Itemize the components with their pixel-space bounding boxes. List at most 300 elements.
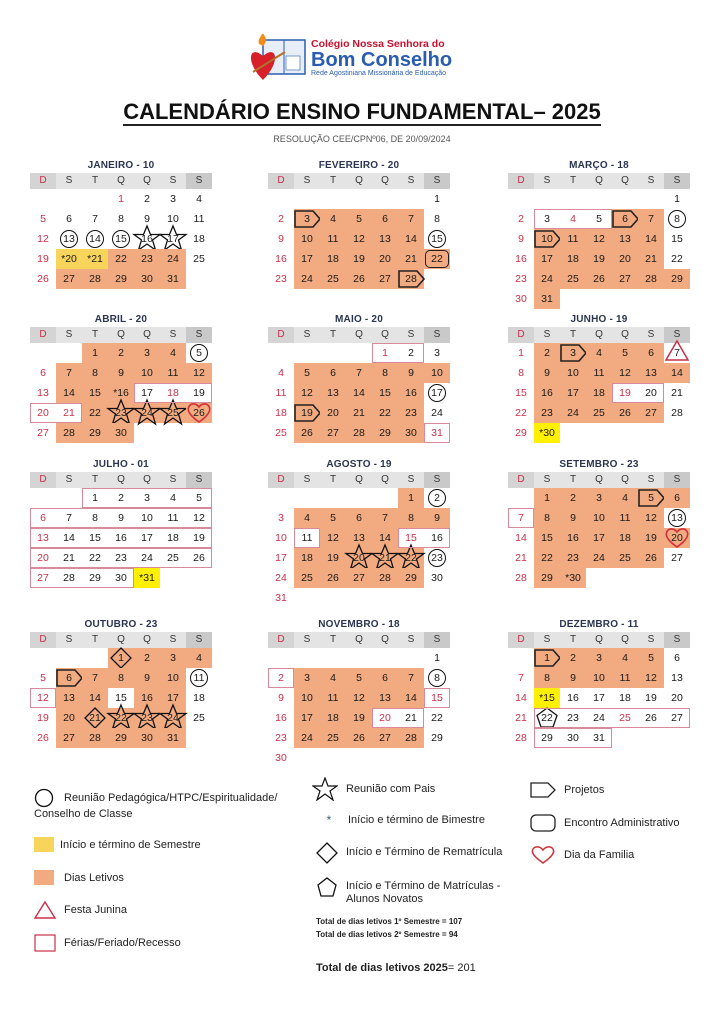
day-number: 7 xyxy=(648,213,654,225)
legend-reuniao-pedagogica xyxy=(34,788,277,808)
day-number: 13 xyxy=(63,233,75,245)
day-number: 25 xyxy=(567,273,579,285)
month-title: MARÇO - 18 xyxy=(569,160,629,171)
day-number: 10 xyxy=(301,233,313,245)
day-number: 1 xyxy=(118,193,124,205)
legend-ferias xyxy=(34,933,181,953)
day-number: 18 xyxy=(567,253,579,265)
day-number: 31 xyxy=(541,293,553,305)
weekday-label: S xyxy=(424,472,450,488)
day-number: 27 xyxy=(645,407,657,419)
day-number: 24 xyxy=(593,552,605,564)
weekday-label: S xyxy=(543,175,551,186)
logo-school-prefix: Colégio Nossa Senhora do xyxy=(311,38,445,50)
day-number: 10 xyxy=(141,367,153,379)
day-number: 25 xyxy=(301,572,313,584)
day-number: 14 xyxy=(89,233,101,245)
day-number: 24 xyxy=(593,712,605,724)
day-number: 28 xyxy=(89,273,101,285)
weekday-label: S xyxy=(169,329,177,340)
day-number: 22 xyxy=(671,253,683,265)
day-number: 13 xyxy=(645,367,657,379)
day-number: 27 xyxy=(327,427,339,439)
day-number: 5 xyxy=(648,652,654,664)
day-number: 14 xyxy=(379,532,391,544)
day-number: 2 xyxy=(118,492,124,504)
day-number: 13 xyxy=(379,233,391,245)
day-number: 4 xyxy=(196,193,202,205)
day-number: 7 xyxy=(92,213,98,225)
weekday-label: Q xyxy=(143,474,151,485)
weekday-label: Q xyxy=(355,634,363,645)
day-number: 9 xyxy=(570,512,576,524)
day-number: 4 xyxy=(330,672,336,684)
day-number: 26 xyxy=(619,407,631,419)
day-number: 25 xyxy=(167,407,179,419)
day-number: 24 xyxy=(141,407,153,419)
day-number: 3 xyxy=(170,193,176,205)
day-number: 1 xyxy=(92,492,98,504)
month-title: MAIO - 20 xyxy=(335,314,383,325)
day-number: 8 xyxy=(434,672,440,684)
weekday-label: T xyxy=(91,329,99,340)
day-number: 9 xyxy=(278,233,284,245)
day-number: 2 xyxy=(278,213,284,225)
day-number: 18 xyxy=(619,532,631,544)
day-number: 6 xyxy=(622,213,628,225)
day-number: 8 xyxy=(408,512,414,524)
day-number: 3 xyxy=(304,213,310,225)
day-number: 4 xyxy=(622,652,628,664)
day-number: 3 xyxy=(434,347,440,359)
day-number: 22 xyxy=(541,712,553,724)
day-number: 5 xyxy=(622,347,628,359)
circle-icon xyxy=(34,788,56,808)
day-number: 5 xyxy=(648,492,654,504)
day-number: 24 xyxy=(431,407,443,419)
day-number: 13 xyxy=(37,532,49,544)
day-number: 8 xyxy=(92,512,98,524)
day-number: 20 xyxy=(353,552,365,564)
weekday-label: Q xyxy=(621,329,629,340)
day-number: 21 xyxy=(405,253,417,265)
day-number: 14 xyxy=(671,367,683,379)
day-number: 15 xyxy=(89,532,101,544)
day-number: 23 xyxy=(541,407,553,419)
weekday-label: S xyxy=(664,173,690,189)
day-number: 14 xyxy=(405,692,417,704)
weekday-label: Q xyxy=(595,634,603,645)
day-number: 8 xyxy=(92,367,98,379)
day-number: 31 xyxy=(167,732,179,744)
day-number: 14 xyxy=(89,692,101,704)
day-number: 24 xyxy=(301,732,313,744)
day-number: 28 xyxy=(405,273,417,285)
resolution-subtitle: RESOLUÇÃO CEE/CPNº06, DE 20/09/2024 xyxy=(273,134,451,144)
day-number: 13 xyxy=(327,387,339,399)
day-number: 8 xyxy=(118,672,124,684)
day-number: 19 xyxy=(353,253,365,265)
weekday-label: D xyxy=(30,327,56,343)
day-number: 18 xyxy=(327,253,339,265)
day-number: 2 xyxy=(570,492,576,504)
day-number: 27 xyxy=(379,732,391,744)
day-number: 15 xyxy=(379,387,391,399)
day-number: 18 xyxy=(619,692,631,704)
day-number: 10 xyxy=(567,367,579,379)
weekday-label: Q xyxy=(381,634,389,645)
weekday-label: Q xyxy=(381,329,389,340)
star-icon xyxy=(312,777,338,801)
day-number: 12 xyxy=(645,512,657,524)
legend-label: Dias Letivos xyxy=(64,871,124,884)
weekday-label: D xyxy=(30,472,56,488)
day-number: 26 xyxy=(193,552,205,564)
day-number: 29 xyxy=(89,572,101,584)
day-number: 26 xyxy=(645,552,657,564)
day-number: 19 xyxy=(193,387,205,399)
day-number: 15 xyxy=(89,387,101,399)
day-number: 4 xyxy=(596,347,602,359)
legend-matriculas-line2 xyxy=(346,893,423,905)
weekday-label: Q xyxy=(355,329,363,340)
day-number: 29 xyxy=(405,572,417,584)
day-number: 21 xyxy=(405,712,417,724)
month-title: FEVEREIRO - 20 xyxy=(318,160,400,171)
weekday-label: S xyxy=(407,175,415,186)
day-number: 18 xyxy=(167,532,179,544)
day-number: 9 xyxy=(408,367,414,379)
day-number: 3 xyxy=(596,652,602,664)
day-number: 25 xyxy=(193,712,205,724)
day-number: 5 xyxy=(196,347,202,359)
weekday-label: S xyxy=(543,474,551,485)
day-number: 13 xyxy=(353,532,365,544)
day-number: 23 xyxy=(431,552,443,564)
day-number: 2 xyxy=(144,652,150,664)
day-number: 18 xyxy=(301,552,313,564)
day-number: 11 xyxy=(567,233,579,245)
day-number: 9 xyxy=(278,692,284,704)
day-number: 9 xyxy=(144,213,150,225)
day-number: 29 xyxy=(515,427,527,439)
month-title: ABRIL - 20 xyxy=(94,314,148,325)
legend-label: Encontro Administrativo xyxy=(564,817,680,829)
legend-semestre xyxy=(34,837,201,852)
day-number: 6 xyxy=(382,213,388,225)
day-number: 23 xyxy=(141,712,153,724)
total-semestre-2: Total de dias letivos 2º Semestre = 94 xyxy=(316,930,458,939)
day-number: 9 xyxy=(544,367,550,379)
weekday-label: Q xyxy=(117,329,125,340)
weekday-label: T xyxy=(569,175,577,186)
day-number: 27 xyxy=(671,552,683,564)
day-number: *20 xyxy=(61,253,77,265)
day-number: 12 xyxy=(645,672,657,684)
logo-school-name: Bom Conselho xyxy=(311,49,453,71)
day-number: 14 xyxy=(63,532,75,544)
day-number: 3 xyxy=(570,347,576,359)
day-number: 10 xyxy=(301,692,313,704)
day-number: 16 xyxy=(275,712,287,724)
day-number: 8 xyxy=(544,512,550,524)
day-number: 7 xyxy=(674,347,680,359)
weekday-label: S xyxy=(169,175,177,186)
month-title: JUNHO - 19 xyxy=(570,314,628,325)
day-number: 3 xyxy=(144,492,150,504)
day-number: 29 xyxy=(115,273,127,285)
day-number: 18 xyxy=(275,407,287,419)
day-number: 16 xyxy=(275,253,287,265)
day-number: 11 xyxy=(167,512,179,524)
day-number: 21 xyxy=(515,552,527,564)
day-number: 16 xyxy=(515,253,527,265)
legend-label: Início e Término de Matrículas - xyxy=(346,880,501,892)
day-number: 19 xyxy=(645,692,657,704)
total-ano-label: Total de dias letivos 2025 xyxy=(316,962,448,974)
day-number: 23 xyxy=(275,732,287,744)
day-number: *30 xyxy=(565,572,581,584)
legend-label: Férias/Feriado/Recesso xyxy=(64,937,181,949)
day-number: 18 xyxy=(593,387,605,399)
day-number: 13 xyxy=(379,692,391,704)
day-number: 29 xyxy=(89,427,101,439)
weekday-label: D xyxy=(30,173,56,189)
day-number: 7 xyxy=(518,672,524,684)
weekday-label: Q xyxy=(621,175,629,186)
square-outline-icon xyxy=(34,933,56,953)
diamond-icon xyxy=(316,842,338,862)
day-number: 11 xyxy=(593,367,605,379)
day-number: 7 xyxy=(66,512,72,524)
day-number: 1 xyxy=(674,193,680,205)
weekday-label: D xyxy=(268,173,294,189)
logo-network-name: Rede Agostiniana Missionária de Educação xyxy=(311,70,447,77)
weekday-label: D xyxy=(508,472,534,488)
day-number: 29 xyxy=(115,732,127,744)
day-number: 20 xyxy=(327,407,339,419)
day-number: 4 xyxy=(170,347,176,359)
day-number: 7 xyxy=(66,367,72,379)
day-number: 26 xyxy=(353,273,365,285)
day-number: 24 xyxy=(301,273,313,285)
day-number: 28 xyxy=(379,572,391,584)
day-number: 5 xyxy=(40,213,46,225)
day-number: 17 xyxy=(141,387,153,399)
weekday-label: T xyxy=(91,175,99,186)
day-number: 26 xyxy=(593,273,605,285)
day-number: 15 xyxy=(431,692,443,704)
weekday-label: Q xyxy=(117,634,125,645)
day-number: 22 xyxy=(89,552,101,564)
day-number: 12 xyxy=(353,233,365,245)
day-number: 14 xyxy=(645,233,657,245)
day-number: 19 xyxy=(193,532,205,544)
day-number: 2 xyxy=(278,672,284,684)
day-number: 22 xyxy=(405,552,417,564)
day-number: 23 xyxy=(567,712,579,724)
day-number: 21 xyxy=(353,407,365,419)
day-number: 18 xyxy=(193,692,205,704)
day-number: 7 xyxy=(382,512,388,524)
day-number: 7 xyxy=(518,512,524,524)
day-number: 16 xyxy=(405,387,417,399)
weekday-label: S xyxy=(424,327,450,343)
weekday-label: S xyxy=(407,329,415,340)
day-number: 6 xyxy=(356,512,362,524)
weekday-label: S xyxy=(303,175,311,186)
day-number: 24 xyxy=(567,407,579,419)
weekday-label: T xyxy=(329,634,337,645)
day-number: 19 xyxy=(353,712,365,724)
day-number: 28 xyxy=(515,732,527,744)
day-number: 6 xyxy=(674,492,680,504)
weekday-label: Q xyxy=(381,474,389,485)
page-title: CALENDÁRIO ENSINO FUNDAMENTAL– 2025 xyxy=(123,99,601,124)
weekday-label: T xyxy=(569,474,577,485)
day-number: 24 xyxy=(141,552,153,564)
day-number: 29 xyxy=(431,732,443,744)
letivos-swatch-icon xyxy=(34,870,54,885)
day-number: 18 xyxy=(167,387,179,399)
weekday-label: T xyxy=(329,175,337,186)
day-number: 23 xyxy=(115,552,127,564)
day-number: 29 xyxy=(541,732,553,744)
day-number: 23 xyxy=(275,273,287,285)
day-number: 8 xyxy=(544,672,550,684)
pentagon-icon xyxy=(316,876,338,896)
day-number: 16 xyxy=(567,532,579,544)
weekday-label: Q xyxy=(621,634,629,645)
day-number: 16 xyxy=(567,692,579,704)
day-number: 26 xyxy=(301,427,313,439)
day-number: 1 xyxy=(408,492,414,504)
day-number: 13 xyxy=(671,672,683,684)
day-number: 7 xyxy=(408,213,414,225)
day-number: 1 xyxy=(92,347,98,359)
total-ano xyxy=(316,962,476,974)
day-number: 21 xyxy=(89,712,101,724)
weekday-label: Q xyxy=(355,175,363,186)
day-number: 6 xyxy=(382,672,388,684)
day-number: 30 xyxy=(431,572,443,584)
day-number: 16 xyxy=(115,532,127,544)
day-number: 11 xyxy=(619,672,631,684)
day-number: 10 xyxy=(167,213,179,225)
day-number: 15 xyxy=(515,387,527,399)
day-number: 16 xyxy=(141,692,153,704)
triangle-icon xyxy=(34,900,56,920)
day-number: 9 xyxy=(518,233,524,245)
day-number: 28 xyxy=(63,427,75,439)
day-number: 19 xyxy=(619,387,631,399)
month-title: NOVEMBRO - 18 xyxy=(318,619,400,630)
day-number: 30 xyxy=(405,427,417,439)
day-number: 15 xyxy=(115,692,127,704)
weekday-label: Q xyxy=(117,175,125,186)
day-number: 14 xyxy=(353,387,365,399)
day-number: 3 xyxy=(544,213,550,225)
day-number: 2 xyxy=(144,193,150,205)
day-number: 2 xyxy=(434,492,440,504)
day-number: 14 xyxy=(515,532,527,544)
day-number: 27 xyxy=(353,572,365,584)
day-number: 21 xyxy=(379,552,391,564)
day-number: 28 xyxy=(405,732,417,744)
day-number: 3 xyxy=(304,672,310,684)
weekday-label: S xyxy=(65,634,73,645)
day-number: 23 xyxy=(567,552,579,564)
weekday-label: D xyxy=(268,472,294,488)
day-number: 4 xyxy=(170,492,176,504)
day-number: 13 xyxy=(63,692,75,704)
day-number: *30 xyxy=(539,427,555,439)
weekday-label: S xyxy=(647,634,655,645)
weekday-label: S xyxy=(424,173,450,189)
rounded-rect-icon xyxy=(530,813,556,833)
day-number: 8 xyxy=(434,213,440,225)
day-number: 6 xyxy=(40,512,46,524)
weekday-label: S xyxy=(169,634,177,645)
legend-dia-familia xyxy=(530,845,634,865)
day-number: 28 xyxy=(645,273,657,285)
day-number: 22 xyxy=(379,407,391,419)
day-number: 18 xyxy=(193,233,205,245)
legend-label: Início e Término de Rematrícula xyxy=(346,846,503,858)
day-number: 27 xyxy=(37,572,49,584)
day-number: 28 xyxy=(515,572,527,584)
day-number: 9 xyxy=(118,512,124,524)
day-number: 20 xyxy=(37,552,49,564)
day-number: 4 xyxy=(304,512,310,524)
day-number: 1 xyxy=(544,492,550,504)
weekday-label: S xyxy=(186,173,212,189)
day-number: 21 xyxy=(645,253,657,265)
day-number: 19 xyxy=(37,253,49,265)
month-title: SETEMBRO - 23 xyxy=(559,459,639,470)
weekday-label: S xyxy=(407,474,415,485)
day-number: 3 xyxy=(596,492,602,504)
day-number: 14 xyxy=(405,233,417,245)
day-number: 23 xyxy=(141,253,153,265)
weekday-label: D xyxy=(508,173,534,189)
day-number: 26 xyxy=(193,407,205,419)
day-number: 2 xyxy=(544,347,550,359)
day-number: 19 xyxy=(301,407,313,419)
day-number: 29 xyxy=(541,572,553,584)
weekday-label: S xyxy=(65,329,73,340)
weekday-label: Q xyxy=(381,175,389,186)
weekday-label: S xyxy=(664,472,690,488)
total-semestre-1: Total de dias letivos 1º Semestre = 107 xyxy=(316,917,463,926)
day-number: 10 xyxy=(275,532,287,544)
day-number: 17 xyxy=(301,712,313,724)
day-number: 6 xyxy=(66,672,72,684)
day-number: 9 xyxy=(144,672,150,684)
month-title: JANEIRO - 10 xyxy=(87,160,155,171)
weekday-label: S xyxy=(543,634,551,645)
day-number: 27 xyxy=(63,732,75,744)
day-number: 20 xyxy=(671,532,683,544)
legend-label: Alunos Novatos xyxy=(346,893,424,905)
weekday-label: S xyxy=(186,327,212,343)
weekday-label: D xyxy=(268,327,294,343)
day-number: 30 xyxy=(115,427,127,439)
day-number: 26 xyxy=(327,572,339,584)
day-number: 25 xyxy=(327,273,339,285)
day-number: 9 xyxy=(570,672,576,684)
day-number: 19 xyxy=(327,552,339,564)
